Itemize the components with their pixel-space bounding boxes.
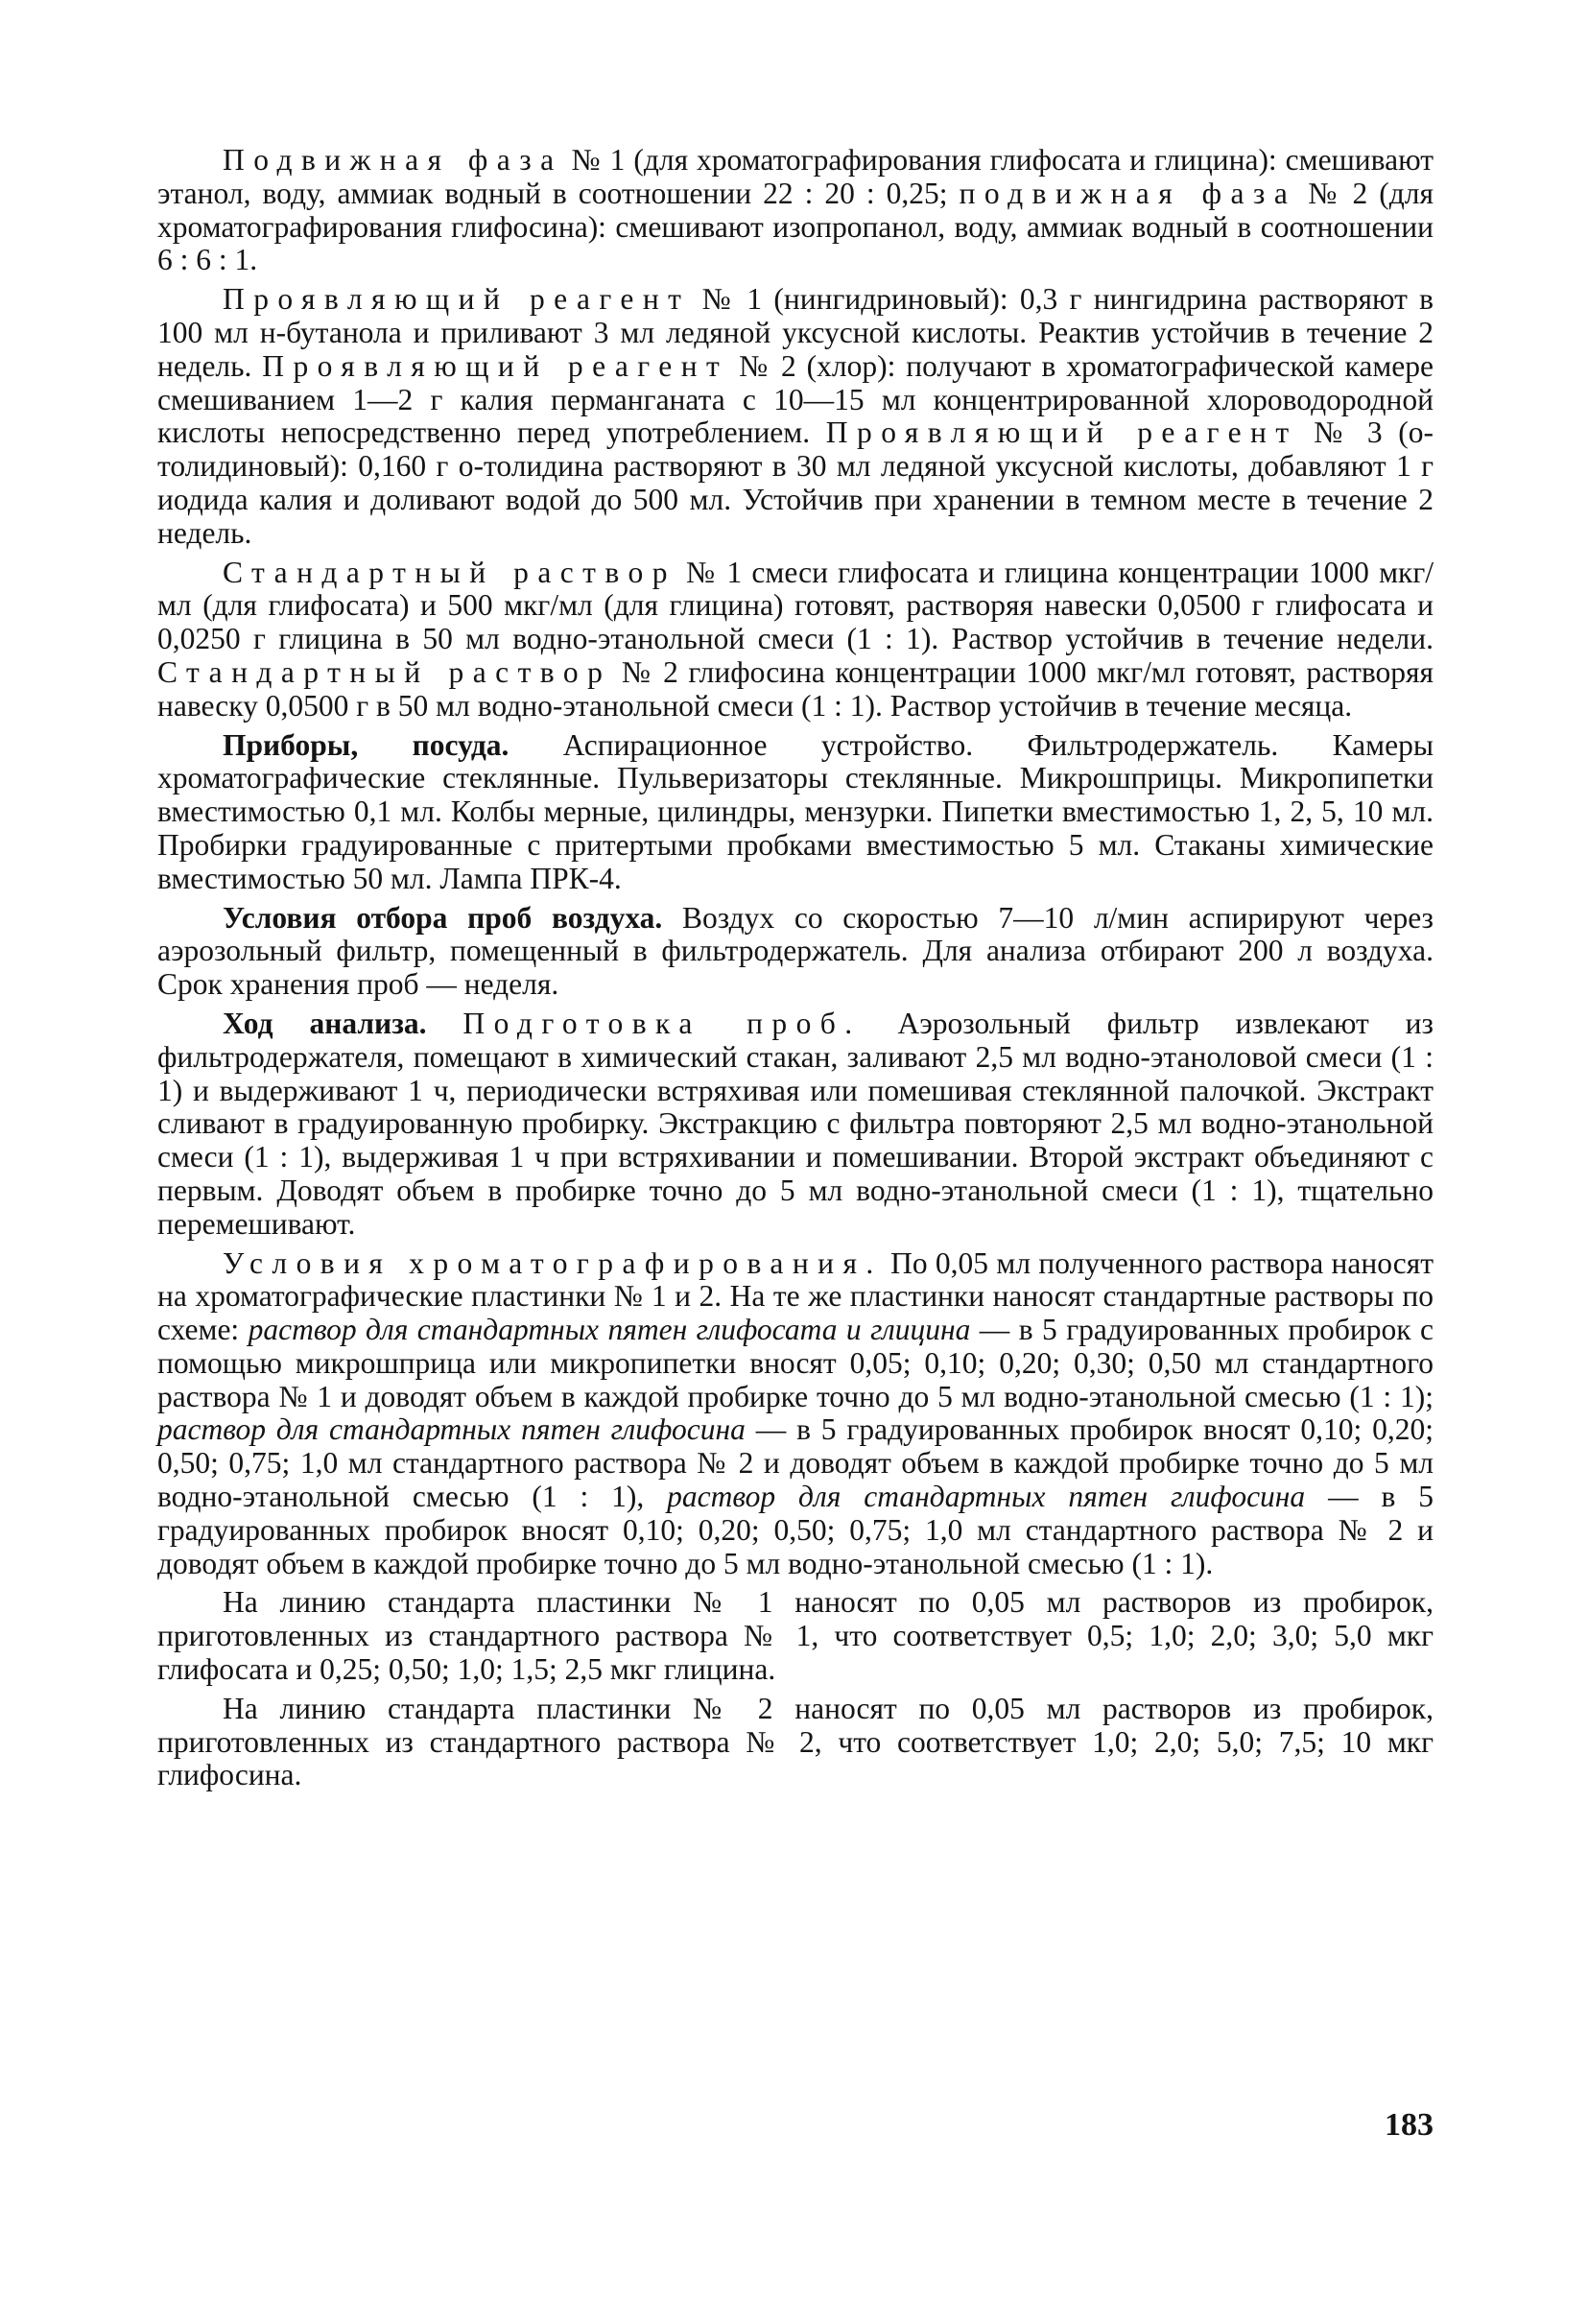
paragraph-text: На линию стандарта пластинки № 2 наносят по 0,05 мл растворов из пробирок, приготовленных из стандартного раствора № 2, что соответствует 1,0; 2,0; 5,0; 7,5; 10 мкг глифосина. (157, 1691, 1434, 1792)
paragraph-text: — в 5 градуированных пробирок с помощью микрошприца или микропипетки вносят 0,05; 0,10; 0,20; 0,30; 0,50 мл стандартного раствора № 1 и доводят объем в каждой пробирке точно до 5 мл водно-этанольной смесью (1 : 1); (157, 1313, 1434, 1413)
paragraph-standard-solutions (157, 557, 1434, 723)
paragraph-text: № 2 (хлор): получают в хроматографической камере смешиванием 1—2 г калия перманганата с 10—15 мл концентрированной хлороводородной кислоты непосредственно перед употреблением. (157, 348, 1434, 450)
paragraph-text: № 3 (о-толидиновый): 0,160 г о-толидина растворяют в 30 мл ледяной уксусной кислоты, добавляют 1 г иодида калия и доливают водой до 500 мл. Устойчив при хранении в темном месте в течение 2 недель. (157, 415, 1434, 550)
term-mobile-phase-1: Подвижная фаза (223, 143, 563, 177)
paragraph-standard-line-1 (157, 1586, 1434, 1686)
paragraph-text: — в 5 градуированных пробирок вносят 0,10; 0,20; 0,50; 0,75; 1,0 мл стандартного раствора № 2 и доводят объем в каждой пробирке точно до 5 мл водно-этанольной смесью (1 : 1). (157, 1480, 1434, 1580)
term-reagent-1: Проявляющий реагент (223, 282, 691, 317)
heading-analysis: Ход анализа. (223, 1006, 427, 1040)
paragraph-text: № 1 (для хроматографирования глифосата и глицина): смешивают этанол, воду, аммиак водный в соотношении 22 : 20 : 0,25; (157, 143, 1434, 210)
heading-sampling: Условия отбора проб воздуха. (223, 900, 663, 935)
paragraph-chromatography-conditions (157, 1247, 1434, 1581)
paragraph-standard-line-2 (157, 1693, 1434, 1792)
term-reagent-2: Проявляющий реагент (262, 348, 729, 383)
paragraph-text: № 1 смеси глифосата и глицина концентрации 1000 мкг/мл (для глифосата) и 500 мкг/мл (для глицина) готовят, растворяя навески 0,0500 г глифосата и 0,0250 г глицина в 50 мл водно-этанольной смеси (1 : 1). Раствор устойчив в течение недели. (157, 555, 1434, 656)
page-number: 183 (1385, 2107, 1434, 2143)
paragraph-text: По 0,05 мл полученного раствора наносят на хроматографические пластинки № 1 и 2. На те же пластинки наносят стандартные растворы по схеме: (157, 1245, 1434, 1347)
term-reagent-3: Проявляющий реагент (825, 415, 1298, 450)
paragraph-mobile-phase (157, 144, 1434, 277)
term-standard-solution-2: Стандартный раствор (157, 654, 612, 689)
heading-equipment: Приборы, посуда. (223, 727, 510, 762)
paragraph-text: Аэрозольный фильтр извлекают из фильтродержателя, помещают в химический стакан, заливают 2,5 мл водно-этаноловой смеси (1 : 1) и выдерживают 1 ч, периодически встряхивая или помешивая стеклянной палочкой. Экстракт сливают в градуированную пробирку. Экстракцию с фильтра повторяют 2,5 мл водно-этанольной смеси (1 : 1), выдерживая 1 ч при встряхивании и помешивании. Второй экстракт объединяют с первым. Доводят объем в пробирке точно до 5 мл водно-этанольной смеси (1 : 1), тщательно перемешивают. (157, 1006, 1434, 1241)
paragraph-analysis (157, 1008, 1434, 1242)
term-sample-preparation: Подготовка проб. (462, 1006, 862, 1040)
paragraph-text: № 2 (для хроматографирования глифосина): смешивают изопропанол, воду, аммиак водный в соотношении 6 : 6 : 1. (157, 176, 1434, 277)
page-body (157, 144, 1434, 1798)
paragraph-equipment (157, 729, 1434, 896)
paragraph-text: Воздух со скоростью 7—10 л/мин аспирируют через аэрозольный фильтр, помещенный в фильтродержатель. Для анализа отбирают 200 л воздуха. Срок хранения проб — неделя. (157, 900, 1434, 1002)
term-standard-solution-1: Стандартный раствор (223, 555, 676, 589)
paragraph-text: № 2 глифосина концентрации 1000 мкг/мл готовят, растворяя навеску 0,0500 г в 50 мл водно-этанольной смеси (1 : 1). Раствор устойчив в течение месяца. (157, 654, 1434, 723)
term-standard-spots-glyphosine-1: раствор для стандартных пятен глифосина (157, 1412, 746, 1447)
paragraph-text: На линию стандарта пластинки № 1 наносят по 0,05 мл растворов из пробирок, приготовленных из стандартного раствора № 1, что соответствует 0,5; 1,0; 2,0; 3,0; 5,0 мкг глифосата и 0,25; 0,50; 1,0; 1,5; 2,5 мкг глицина. (157, 1585, 1434, 1687)
paragraph-text: — в 5 градуированных пробирок вносят 0,10; 0,20; 0,50; 0,75; 1,0 мл стандартного раствора № 2 и доводят объем в каждой пробирке точно до 5 мл водно-этанольной смесью (1 : 1), (157, 1412, 1434, 1514)
term-chromatography-conditions: Условия хроматографирования. (223, 1245, 883, 1280)
paragraph-developing-reagents (157, 283, 1434, 550)
term-standard-spots-glyphosine-2: раствор для стандартных пятен глифосина (667, 1480, 1306, 1514)
paragraph-sampling (157, 902, 1434, 1002)
paragraph-text: № 1 (нингидриновый): 0,3 г нингидрина растворяют в 100 мл н-бутанола и приливают 3 мл ледяной уксусной кислоты. Реактив устойчив в течение 2 недель. (157, 282, 1434, 383)
paragraph-text: Аспирационное устройство. Фильтродержатель. Камеры хроматографические стеклянные. Пульверизаторы стеклянные. Микрошприцы. Микропипетки вместимостью 0,1 мл. Колбы мерные, цилиндры, мензурки. Пипетки вместимостью 1, 2, 5, 10 мл. Пробирки градуированные с притертыми пробками вместимостью 5 мл. Стаканы химические вместимостью 50 мл. Лампа ПРК-4. (157, 727, 1434, 895)
paragraph-text (426, 1007, 462, 1040)
term-mobile-phase-2: подвижная фаза (959, 176, 1297, 210)
term-standard-spots-glyphosate: раствор для стандартных пятен глифосата и глицина (248, 1313, 971, 1347)
